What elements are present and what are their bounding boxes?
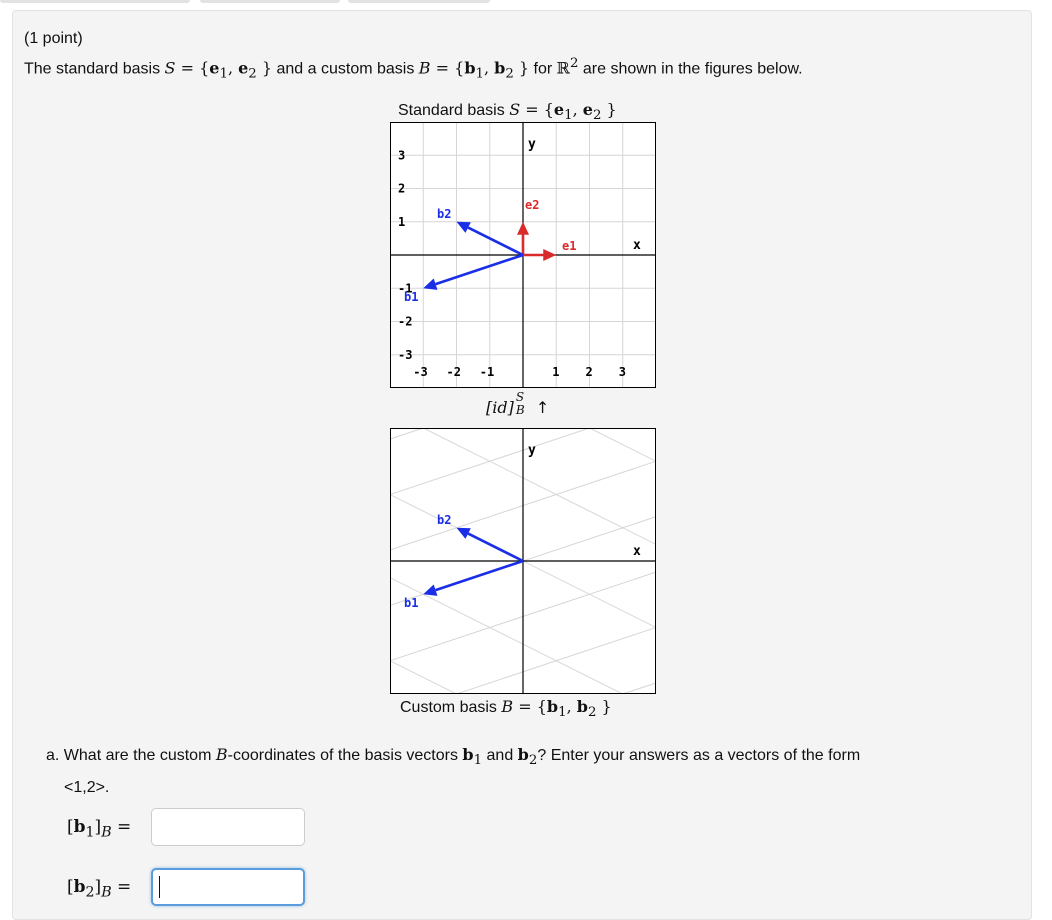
transform-label: [id] S B ↑ [486, 390, 550, 417]
y-axis-label: y [528, 137, 536, 152]
problem-statement: The standard basis $S = \{e_1$, $e_2$ } and a custom basis $B = \{b_1$, $b_2$ } for ℝ$^2$ are shown in the figures below. [24, 56, 803, 82]
custom-basis-plot [390, 428, 656, 694]
tab-1[interactable] [0, 0, 190, 3]
x-tick-label: -3 [413, 365, 428, 379]
text-caret [159, 876, 160, 898]
b1-label: b1 [404, 596, 419, 610]
e2-label: e2 [525, 198, 540, 212]
e1-label: e1 [562, 239, 577, 253]
answer-b1-input[interactable] [151, 808, 305, 846]
answer-b1-label: $[b_1]_B$ = [67, 817, 132, 841]
y-tick-label: -2 [398, 314, 413, 329]
b1-arrowhead [423, 278, 437, 289]
x-tick-label: -1 [479, 365, 495, 379]
y-tick-label: 1 [398, 214, 406, 229]
x-tick-label: 2 [585, 365, 593, 379]
tab-2[interactable] [200, 0, 340, 3]
e1-arrowhead [543, 249, 556, 261]
x-tick-label: 1 [552, 365, 560, 379]
x-axis-label: x [633, 238, 641, 253]
points-label: (1 point) [24, 30, 83, 47]
y-axis-label: y [528, 443, 536, 458]
standard-basis-caption: Standard basis $S = \{e_1$, $e_2$ } [398, 100, 617, 124]
question-a: a. What are the custom B-coordinates of the basis vectors $b_1$ and $b_2$? Enter your answers as a vectors of the form <1,2>. [46, 745, 861, 797]
answer-b2-label: $[b_2]_B$ = [67, 877, 132, 901]
b1-vector-line [436, 561, 523, 590]
answer-b2-input[interactable] [151, 868, 305, 906]
b1-vector-line [436, 255, 523, 284]
x-axis-label: x [633, 544, 641, 559]
e2-arrowhead [517, 222, 529, 235]
y-tick-label: -1 [398, 281, 413, 296]
custom-basis-caption: Custom basis $B = \{b_1$, $b_2$ } [400, 697, 612, 721]
b1-arrowhead [423, 584, 437, 595]
b2-vector-line [468, 228, 523, 255]
standard-basis-plot [390, 122, 656, 388]
y-tick-label: 3 [398, 148, 406, 163]
x-tick-label: 3 [618, 365, 626, 379]
b2-vector-line [468, 534, 523, 561]
y-tick-label: 2 [398, 181, 406, 196]
tab-3[interactable] [348, 0, 490, 3]
b2-label: b2 [437, 513, 452, 527]
b2-label: b2 [437, 207, 452, 221]
x-tick-label: -2 [446, 365, 461, 379]
y-tick-label: -3 [398, 347, 413, 362]
b1-label: b1 [404, 290, 419, 304]
top-tabs [0, 0, 1052, 4]
